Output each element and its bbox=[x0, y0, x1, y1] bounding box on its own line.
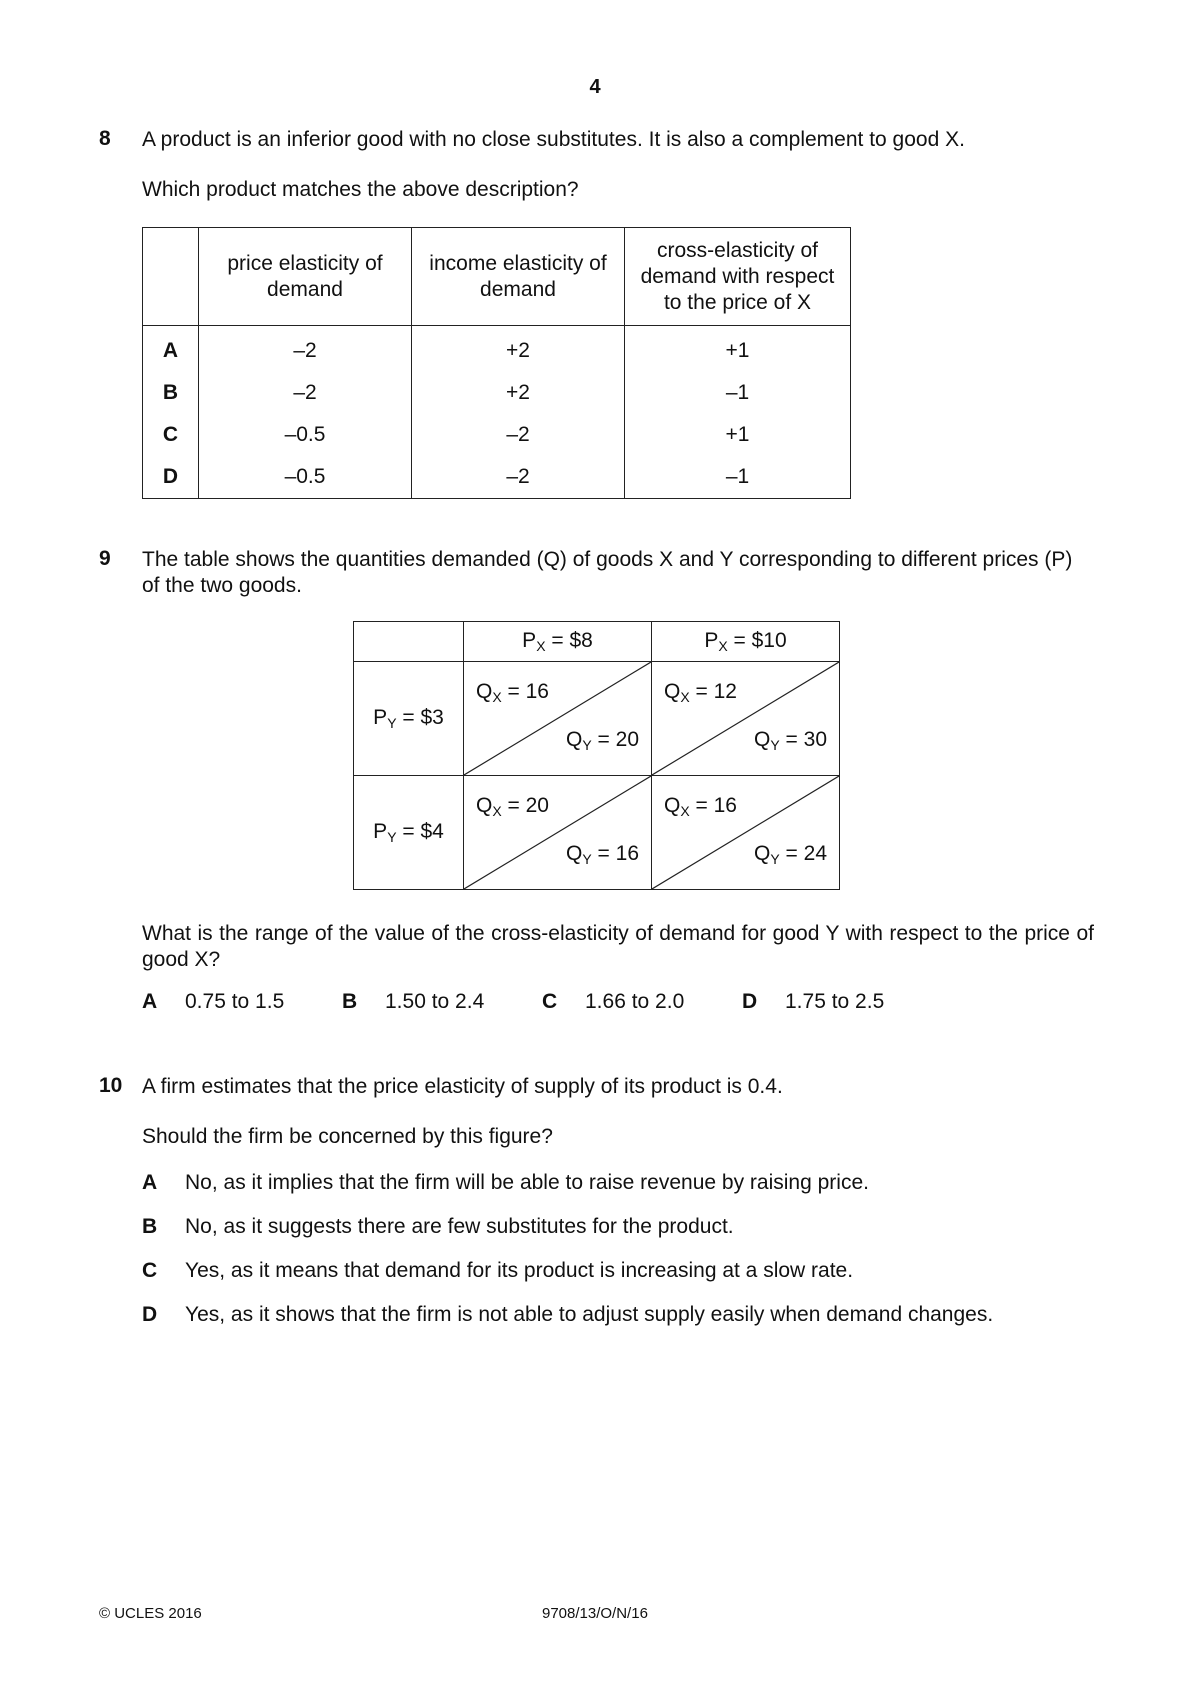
elasticity-table bbox=[142, 227, 851, 499]
option-b: B No, as it suggests there are few substitutes for the product. bbox=[142, 1215, 734, 1238]
table-row bbox=[354, 662, 840, 776]
ped-cell: –2 bbox=[199, 326, 412, 373]
question-9-options bbox=[142, 990, 884, 1014]
option-d: D Yes, as it shows that the firm is not able to adjust supply easily when demand changes. bbox=[142, 1303, 994, 1326]
header-price-elasticity: price elasticity of demand bbox=[199, 228, 412, 326]
ped-cell: –0.5 bbox=[199, 414, 412, 456]
question-9-text: The table shows the quantities demanded (Q) of goods X and Y corresponding to different prices (P) of the two goods. bbox=[142, 548, 1073, 597]
xed-cell: –1 bbox=[625, 456, 851, 499]
option-c: C Yes, as it means that demand for its product is increasing at a slow rate. bbox=[142, 1259, 854, 1282]
qy-value: = 30 bbox=[779, 728, 827, 751]
yed-cell: –2 bbox=[412, 414, 625, 456]
qx-value: = 16 bbox=[689, 794, 737, 817]
row-label: A bbox=[143, 326, 199, 373]
qy-value: = 20 bbox=[591, 728, 639, 751]
footer-code: 9708/13/O/N/16 bbox=[542, 1605, 648, 1622]
header-income-elasticity: income elasticity of demand bbox=[412, 228, 625, 326]
question-9-question: What is the range of the value of the cross-elasticity of demand for good Y with respect to the price of good X? bbox=[142, 922, 1094, 971]
row-label: B bbox=[143, 372, 199, 414]
question-8-text: A product is an inferior good with no close substitutes. It is also a complement to good X. bbox=[142, 128, 965, 151]
yed-cell: –2 bbox=[412, 456, 625, 499]
option-a: A No, as it implies that the firm will be able to raise revenue by raising price. bbox=[142, 1171, 869, 1194]
ped-cell: –2 bbox=[199, 372, 412, 414]
quantity-cell: $Q_X = 16$ $Q_Y = 24$ bbox=[652, 776, 840, 890]
yed-cell: +2 bbox=[412, 372, 625, 414]
quantity-cell: $Q_X = 20$ $Q_Y = 16$ bbox=[464, 776, 652, 890]
xed-cell: +1 bbox=[625, 414, 851, 456]
qy-value: = 24 bbox=[779, 842, 827, 865]
page-number: 4 bbox=[589, 76, 601, 98]
question-8-number: 8 bbox=[99, 127, 111, 150]
qx-value: = 16 bbox=[501, 680, 549, 703]
quantity-cell: $Q_X = 12$ $Q_Y = 30$ bbox=[652, 662, 840, 776]
xed-cell: –1 bbox=[625, 372, 851, 414]
question-10-text: A firm estimates that the price elasticity of supply of its product is 0.4. bbox=[142, 1075, 783, 1098]
col-header-px8: $P_X$ = $8 bbox=[464, 622, 652, 662]
col-header-px10: $P_X$ = $10 bbox=[652, 622, 840, 662]
question-8-prompt: Which product matches the above description? bbox=[142, 178, 579, 201]
option-b: B 1.50 to 2.4 bbox=[342, 990, 485, 1013]
footer-copyright: © UCLES 2016 bbox=[99, 1605, 202, 1622]
table-corner bbox=[143, 228, 199, 326]
option-d: D 1.75 to 2.5 bbox=[742, 990, 885, 1013]
qy-value: = 16 bbox=[591, 842, 639, 865]
table-row bbox=[354, 776, 840, 890]
row-label: D bbox=[143, 456, 199, 499]
option-a: A 0.75 to 1.5 bbox=[142, 990, 285, 1013]
quantity-price-table bbox=[353, 621, 840, 890]
question-9-number: 9 bbox=[99, 547, 111, 570]
question-10-number: 10 bbox=[99, 1074, 123, 1097]
table-row bbox=[143, 326, 851, 373]
option-c: C 1.66 to 2.0 bbox=[542, 990, 685, 1013]
qx-value: = 20 bbox=[501, 794, 549, 817]
row-header-py4: $P_Y$ = $4 bbox=[354, 776, 464, 890]
question-10-prompt: Should the firm be concerned by this figure? bbox=[142, 1125, 553, 1148]
table-row bbox=[143, 414, 851, 456]
xed-cell: +1 bbox=[625, 326, 851, 373]
row-header-py3: $P_Y$ = $3 bbox=[354, 662, 464, 776]
table-row bbox=[143, 456, 851, 499]
row-label: C bbox=[143, 414, 199, 456]
quantity-cell: $Q_X = 16$ $Q_Y = 20$ bbox=[464, 662, 652, 776]
header-cross-elasticity: cross-elasticity of demand with respect to the price of X bbox=[625, 228, 851, 326]
yed-cell: +2 bbox=[412, 326, 625, 373]
table-row bbox=[143, 372, 851, 414]
qx-value: = 12 bbox=[689, 680, 737, 703]
ped-cell: –0.5 bbox=[199, 456, 412, 499]
table-corner bbox=[354, 622, 464, 662]
